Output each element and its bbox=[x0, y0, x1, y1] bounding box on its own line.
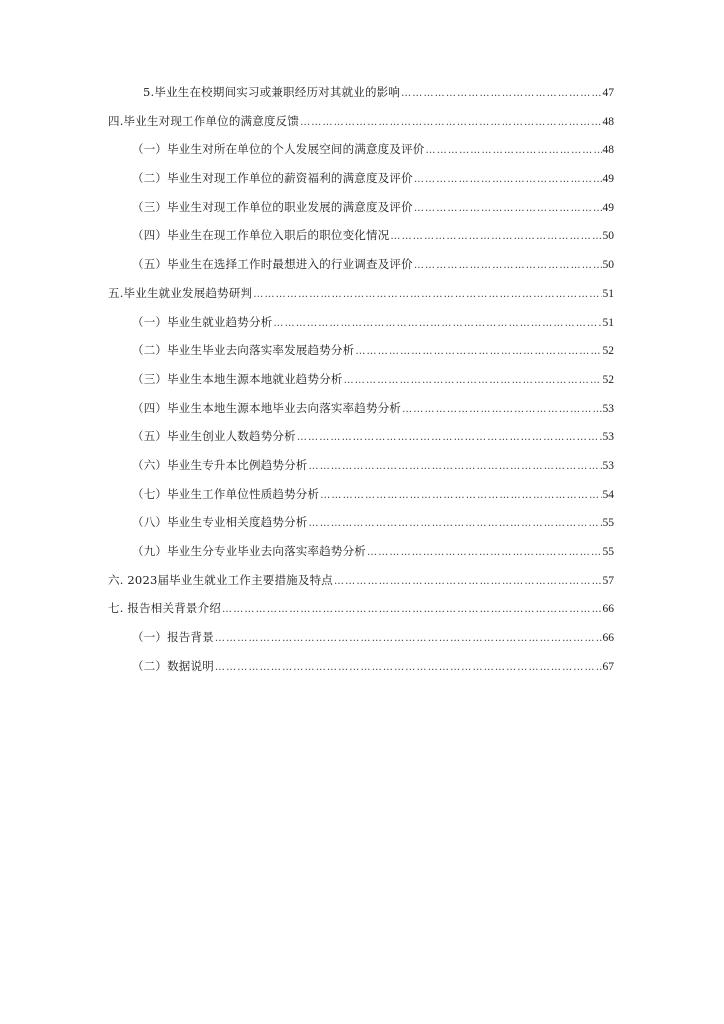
dot-leader bbox=[253, 281, 601, 310]
dot-leader bbox=[320, 482, 601, 511]
dot-leader bbox=[215, 654, 602, 683]
toc-entry-title: （二）毕业生毕业去向落实率发展趋势分析 bbox=[132, 343, 355, 358]
toc-entry-title: （五）毕业生创业人数趋势分析 bbox=[132, 429, 296, 444]
toc-entry[interactable] bbox=[132, 623, 614, 652]
toc-page-number: 47 bbox=[602, 87, 614, 99]
toc-page-number: 66 bbox=[602, 632, 614, 645]
toc-page-number: 57 bbox=[602, 574, 614, 587]
toc-entry[interactable] bbox=[132, 480, 614, 509]
toc-page-number: 48 bbox=[602, 115, 614, 128]
toc-entry[interactable] bbox=[132, 193, 614, 222]
toc-entry[interactable] bbox=[132, 250, 614, 279]
toc-entry[interactable] bbox=[132, 365, 614, 394]
toc-entry[interactable] bbox=[108, 594, 614, 623]
table-of-contents bbox=[0, 78, 724, 680]
dot-leader bbox=[367, 539, 602, 568]
toc-entry[interactable] bbox=[132, 394, 614, 423]
toc-page-number: 51 bbox=[602, 287, 614, 300]
toc-page-number: 53 bbox=[602, 459, 614, 472]
toc-entry-title: （三）毕业生对现工作单位的职业发展的满意度及评价 bbox=[132, 199, 413, 214]
dot-leader bbox=[402, 396, 601, 425]
toc-entry-title: 五.毕业生就业发展趋势研判 bbox=[108, 285, 253, 300]
toc-page-number: 67 bbox=[602, 660, 614, 673]
toc-page-number: 49 bbox=[602, 201, 614, 214]
toc-entry-title: （六）毕业生专升本比例趋势分析 bbox=[132, 457, 308, 472]
toc-entry[interactable] bbox=[132, 221, 614, 250]
dot-leader bbox=[344, 367, 602, 396]
toc-entry-title: （一）报告背景 bbox=[132, 630, 214, 645]
toc-page-number: 49 bbox=[602, 173, 614, 186]
toc-entry-title: （二）毕业生对现工作单位的薪资福利的满意度及评价 bbox=[132, 171, 413, 186]
toc-page-number: 50 bbox=[602, 230, 614, 243]
dot-leader bbox=[334, 568, 602, 597]
toc-entry-title: （七）毕业生工作单位性质趋势分析 bbox=[132, 486, 320, 501]
toc-entry[interactable] bbox=[132, 164, 614, 193]
toc-entry[interactable] bbox=[108, 107, 614, 136]
toc-entry[interactable] bbox=[143, 78, 614, 107]
toc-entry[interactable] bbox=[132, 422, 614, 451]
toc-entry-title: （一）毕业生对所在单位的个人发展空间的满意度及评价 bbox=[132, 142, 425, 157]
toc-entry[interactable] bbox=[108, 566, 614, 595]
toc-page-number: 66 bbox=[602, 603, 614, 616]
toc-entry[interactable] bbox=[132, 508, 614, 537]
toc-page-number: 55 bbox=[602, 546, 614, 558]
toc-entry[interactable] bbox=[132, 308, 614, 337]
toc-entry[interactable] bbox=[132, 537, 614, 566]
toc-page-number: 54 bbox=[602, 488, 614, 501]
toc-entry-title: （四）毕业生本地生源本地毕业去向落实率趋势分析 bbox=[132, 400, 402, 415]
toc-entry-title: （四）毕业生在现工作单位入职后的职位变化情况 bbox=[132, 228, 390, 243]
dot-leader bbox=[355, 338, 601, 367]
toc-page-number: 55 bbox=[602, 517, 614, 530]
toc-entry-title: 六. 2023届毕业生就业工作主要措施及特点 bbox=[108, 572, 333, 587]
toc-entry[interactable] bbox=[108, 279, 614, 308]
toc-page-number: 51 bbox=[602, 316, 614, 329]
dot-leader bbox=[309, 510, 602, 539]
dot-leader bbox=[215, 625, 602, 654]
toc-entry-title: （三）毕业生本地生源本地就业趋势分析 bbox=[132, 371, 343, 386]
dot-leader bbox=[414, 252, 602, 281]
dot-leader bbox=[414, 195, 602, 224]
toc-page-number: 52 bbox=[602, 345, 614, 358]
toc-page-number: 52 bbox=[602, 373, 614, 386]
toc-entry-title: （一）毕业生就业趋势分析 bbox=[132, 314, 273, 329]
dot-leader bbox=[300, 109, 601, 138]
dot-leader bbox=[222, 596, 601, 625]
toc-entry-title: （九）毕业生分专业毕业去向落实率趋势分析 bbox=[132, 544, 366, 558]
dot-leader bbox=[401, 80, 601, 109]
toc-entry[interactable] bbox=[132, 135, 614, 164]
dot-leader bbox=[273, 310, 601, 339]
toc-entry-title: 5.毕业生在校期间实习或兼职经历对其就业的影响 bbox=[143, 85, 401, 99]
toc-page-number: 48 bbox=[602, 144, 614, 157]
dot-leader bbox=[414, 166, 602, 195]
toc-entry-title: （二）数据说明 bbox=[132, 658, 214, 673]
toc-entry-title: 七. 报告相关背景介绍 bbox=[108, 601, 222, 616]
toc-entry[interactable] bbox=[132, 336, 614, 365]
dot-leader bbox=[309, 453, 602, 482]
toc-entry-title: （八）毕业生专业相关度趋势分析 bbox=[132, 515, 308, 530]
dot-leader bbox=[297, 424, 602, 453]
toc-entry[interactable] bbox=[132, 451, 614, 480]
toc-entry-title: 四.毕业生对现工作单位的满意度反馈 bbox=[108, 113, 300, 128]
toc-page-number: 53 bbox=[602, 402, 614, 415]
toc-entry[interactable] bbox=[132, 652, 614, 681]
toc-page-number: 53 bbox=[602, 431, 614, 444]
dot-leader bbox=[426, 137, 602, 166]
toc-page-number: 50 bbox=[602, 259, 614, 272]
dot-leader bbox=[390, 223, 601, 252]
toc-entry-title: （五）毕业生在选择工作时最想进入的行业调查及评价 bbox=[132, 257, 413, 272]
